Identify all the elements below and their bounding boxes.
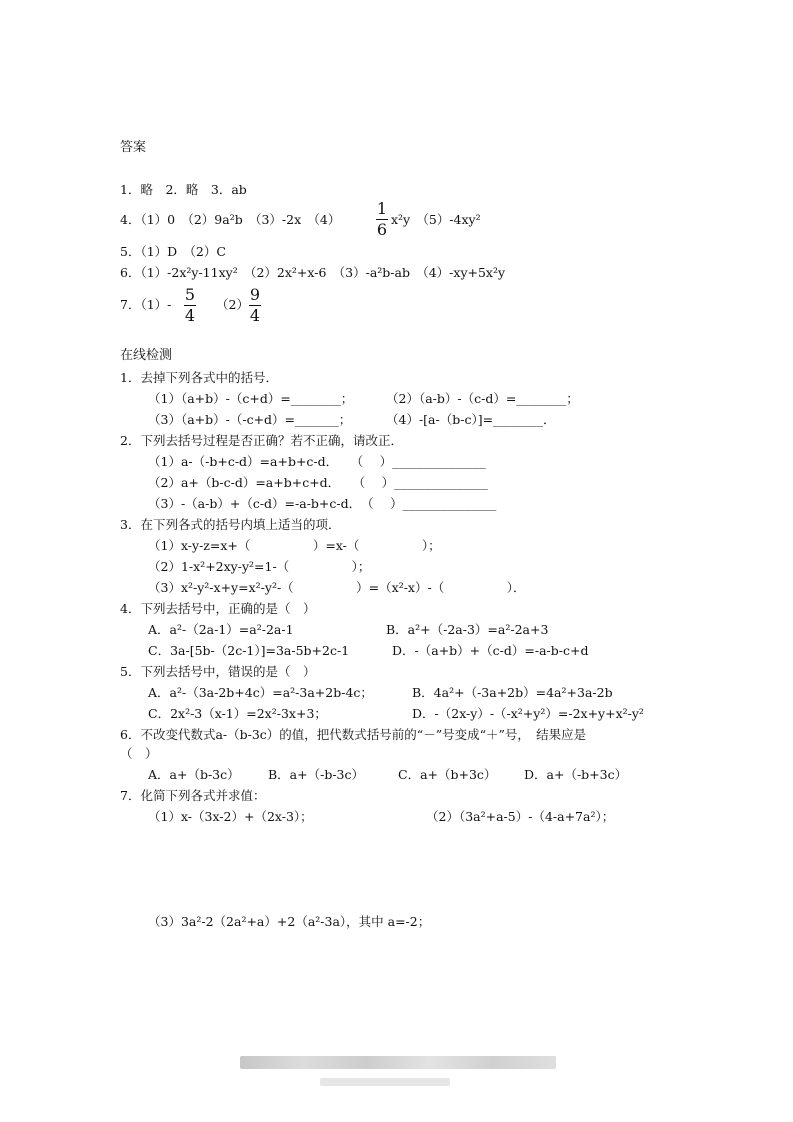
question-4-option-c: C．3a-[5b-（2c-1）]=3a-5b+2c-1	[148, 643, 350, 658]
answer-line-4-text-b: x²y （5）-4xy²	[391, 212, 481, 227]
question-6-answer-paren: （ ）	[120, 746, 158, 761]
answer-7-fraction-2-numerator: 9	[249, 285, 261, 304]
question-1-part-4: （4）-[a-（b-c）]=________．	[386, 412, 556, 427]
answer-7-fraction-1-numerator: 5	[184, 285, 196, 304]
question-4-option-d: D．-（a+b）+（c-d）=-a-b-c+d	[392, 643, 589, 658]
question-4-option-a: A．a²-（2a-1）=a²-2a-1	[148, 622, 294, 637]
answer-4-fraction	[376, 200, 388, 239]
question-6-option-c: C．a+（b+3c）	[398, 767, 497, 782]
answer-line-1: 1．略 2．略 3．ab	[120, 182, 247, 197]
question-5-option-d: D．-（2x-y）-（-x²+y²）=-2x+y+x²-y²	[412, 706, 644, 721]
question-4: 4．下列去括号中，正确的是（ ）	[120, 601, 316, 616]
question-3: 3．在下列各式的括号内填上适当的项．	[120, 517, 341, 532]
question-6-option-d: D．a+（-b+3c）	[524, 767, 628, 782]
question-2-part-2: （2）a+（b-c-d）=a+b+c+d． （ ）_______________	[148, 475, 488, 490]
question-5: 5．下列去括号中，错误的是（ ）	[120, 664, 316, 679]
question-5-option-a: A．a²-（3a-2b+4c）=a²-3a+2b-4c；	[148, 685, 373, 700]
answer-4-fraction-denominator: 6	[376, 220, 388, 239]
question-4-option-b: B．a²+（-2a-3）=a²-2a+3	[386, 622, 549, 637]
answer-line-6: 6．（1）-2x²y-11xy² （2）2x²+x-6 （3）-a²b-ab （4）-xy+5x²y	[120, 265, 506, 280]
question-7-part-3: （3）3a²-2（2a²+a）+2（a²-3a），其中 a=-2；	[148, 914, 431, 929]
answer-line-5: 5．（1）D （2）C	[120, 244, 226, 259]
question-3-part-2: （2）1-x²+2xy-y²=1-（ ）；	[148, 559, 371, 574]
question-1-part-1: （1）（a+b）-（c+d）=________；	[148, 391, 354, 406]
question-6: 6．不改变代数式a-（b-3c）的值，把代数式括号前的“－”号变成“＋”号， 结果应是	[120, 727, 587, 742]
question-7-part-1: （1）x-（3x-2）+（2x-3）；	[148, 809, 313, 824]
answer-7-fraction-1	[184, 286, 196, 325]
question-2: 2．下列去括号过程是否正确？若不正确，请改正．	[120, 433, 403, 448]
answer-7-fraction-2-denominator: 4	[249, 306, 261, 325]
question-1-part-3: （3）（a+b）-（-c+d）=_______；	[148, 412, 352, 427]
blurred-footer-watermark	[240, 1056, 556, 1069]
online-title: 在线检测	[120, 348, 173, 363]
question-7-part-2: （2）（3a²+a-5）-（4-a+7a²）；	[426, 809, 615, 824]
question-2-part-1: （1）a-（-b+c-d）=a+b+c-d． （ ）_______________	[148, 454, 486, 469]
question-7: 7．化简下列各式并求值：	[120, 788, 266, 803]
answer-line-7-text-b: （2）	[216, 297, 249, 312]
question-1: 1．去掉下列各式中的括号．	[120, 370, 278, 385]
question-2-part-3: （3）-（a-b）+（c-d）=-a-b+c-d． （ ）_______________	[148, 496, 497, 511]
question-3-part-3: （3）x²-y²-x+y=x²-y²-（ ）=（x²-x）-（ ）．	[148, 580, 526, 595]
answer-line-4	[120, 212, 340, 228]
question-5-option-b: B．4a²+（-3a+2b）=4a²+3a-2b	[412, 685, 613, 700]
question-1-part-2: （2）（a-b）-（c-d）=________；	[386, 391, 579, 406]
answer-7-fraction-2	[249, 286, 261, 325]
answer-4-fraction-numerator: 1	[376, 199, 388, 218]
answer-7-fraction-1-denominator: 4	[184, 306, 196, 325]
question-6-option-b: B．a+（-b-3c）	[268, 767, 365, 782]
answer-line-4-text-a: 4．（1）0 （2）9a²b （3）-2x （4）	[120, 212, 341, 227]
blurred-footer-watermark-2	[320, 1078, 450, 1086]
question-5-option-c: C．2x²-3（x-1）=2x²-3x+3；	[148, 706, 327, 721]
question-6-option-a: A．a+（b-3c）	[148, 767, 240, 782]
answer-line-7-text-a: 7．（1）-	[120, 297, 172, 312]
question-3-part-1: （1）x-y-z=x+（ ）=x-（ ）；	[148, 538, 441, 553]
answers-title: 答案	[120, 140, 147, 155]
